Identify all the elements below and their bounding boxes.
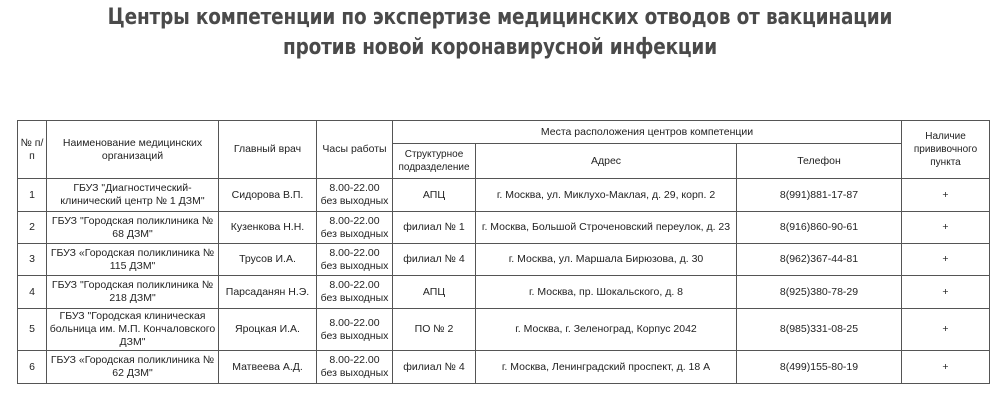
cell-vaccination: + <box>902 244 990 276</box>
hours-time: 8.00-22.00 <box>329 279 380 291</box>
cell-address: г. Москва, г. Зеленоград, Корпус 2042 <box>476 309 737 351</box>
cell-phone: 8(499)155-80-19 <box>737 351 902 384</box>
header-address: Адрес <box>476 144 737 179</box>
cell-org: ГБУЗ "Городская клиническая больница им. М.П. Кончаловского ДЗМ" <box>47 309 219 351</box>
cell-vaccination: + <box>902 351 990 384</box>
cell-num: 5 <box>18 309 47 351</box>
cell-hours <box>317 244 393 276</box>
cell-hours <box>317 351 393 384</box>
cell-org: ГБУЗ "Городская поликлиника № 218 ДЗМ" <box>47 276 219 309</box>
cell-unit: филиал № 4 <box>393 351 476 384</box>
header-org: Наименование медицинских организаций <box>47 121 219 179</box>
hours-days: без выходных <box>320 292 389 304</box>
cell-vaccination: + <box>902 276 990 309</box>
hours-time: 8.00-22.00 <box>329 246 380 259</box>
cell-doctor: Яроцкая И.А. <box>219 309 317 351</box>
cell-unit: АПЦ <box>393 179 476 212</box>
hours-days: без выходных <box>320 227 389 240</box>
cell-vaccination: + <box>902 309 990 351</box>
cell-org: ГБУЗ «Городская поликлиника № 62 ДЗМ" <box>47 351 219 384</box>
table-row <box>18 351 990 384</box>
cell-hours <box>317 276 393 309</box>
hours-days: без выходных <box>320 367 389 379</box>
hours-time: 8.00-22.00 <box>329 354 380 366</box>
header-unit: Структурное подразделение <box>393 144 476 179</box>
cell-unit: ПО № 2 <box>393 309 476 351</box>
cell-num: 1 <box>18 179 47 212</box>
page-title-line-2: против новой коронавирусной инфекции <box>283 34 717 60</box>
cell-num: 6 <box>18 351 47 384</box>
cell-vaccination: + <box>902 212 990 244</box>
competence-centers-table <box>17 120 990 384</box>
cell-num: 3 <box>18 244 47 276</box>
cell-doctor: Сидорова В.П. <box>219 179 317 212</box>
hours-days: без выходных <box>320 329 389 342</box>
cell-vaccination: + <box>902 179 990 212</box>
cell-phone: 8(985)331-08-25 <box>737 309 902 351</box>
cell-doctor: Трусов И.А. <box>219 244 317 276</box>
cell-phone: 8(925)380-78-29 <box>737 276 902 309</box>
cell-address: г. Москва, ул. Миклухо-Маклая, д. 29, корп. 2 <box>476 179 737 212</box>
header-phone: Телефон <box>737 144 902 179</box>
hours-days: без выходных <box>320 195 389 207</box>
hours-time: 8.00-22.00 <box>329 214 380 227</box>
cell-phone: 8(962)367-44-81 <box>737 244 902 276</box>
table-row <box>18 309 990 351</box>
cell-doctor: Парсаданян Н.Э. <box>219 276 317 309</box>
cell-num: 2 <box>18 212 47 244</box>
hours-days: без выходных <box>320 259 389 272</box>
cell-doctor: Кузенкова Н.Н. <box>219 212 317 244</box>
header-locations-group: Места расположения центров компетенции <box>393 121 902 144</box>
header-doctor: Главный врач <box>219 121 317 179</box>
cell-org: ГБУЗ "Городская поликлиника № 68 ДЗМ" <box>47 212 219 244</box>
cell-unit: АПЦ <box>393 276 476 309</box>
table-row <box>18 276 990 309</box>
table-row <box>18 212 990 244</box>
cell-hours <box>317 212 393 244</box>
header-hours: Часы работы <box>317 121 393 179</box>
table-row <box>18 179 990 212</box>
cell-address: г. Москва, Большой Строченовский переулок, д. 23 <box>476 212 737 244</box>
cell-unit: филиал № 4 <box>393 244 476 276</box>
cell-address: г. Москва, ул. Маршала Бирюзова, д. 30 <box>476 244 737 276</box>
cell-address: г. Москва, пр. Шокальского, д. 8 <box>476 276 737 309</box>
page-title-line-1: Центры компетенции по экспертизе медицинских отводов от вакцинации <box>107 4 893 30</box>
cell-org: ГБУЗ «Городская поликлиника № 115 ДЗМ" <box>47 244 219 276</box>
page-title <box>90 2 910 62</box>
cell-hours <box>317 309 393 351</box>
hours-time: 8.00-22.00 <box>329 182 380 194</box>
cell-unit: филиал № 1 <box>393 212 476 244</box>
cell-org: ГБУЗ "Диагностический-клинический центр № 1 ДЗМ" <box>47 179 219 212</box>
header-num: № п/п <box>18 121 47 179</box>
cell-phone: 8(991)881-17-87 <box>737 179 902 212</box>
cell-hours <box>317 179 393 212</box>
cell-doctor: Матвеева А.Д. <box>219 351 317 384</box>
header-vaccination: Наличие прививочного пункта <box>902 121 990 179</box>
hours-time: 8.00-22.00 <box>329 316 380 329</box>
table-row <box>18 244 990 276</box>
cell-phone: 8(916)860-90-61 <box>737 212 902 244</box>
cell-num: 4 <box>18 276 47 309</box>
cell-address: г. Москва, Ленинградский проспект, д. 18 А <box>476 351 737 384</box>
